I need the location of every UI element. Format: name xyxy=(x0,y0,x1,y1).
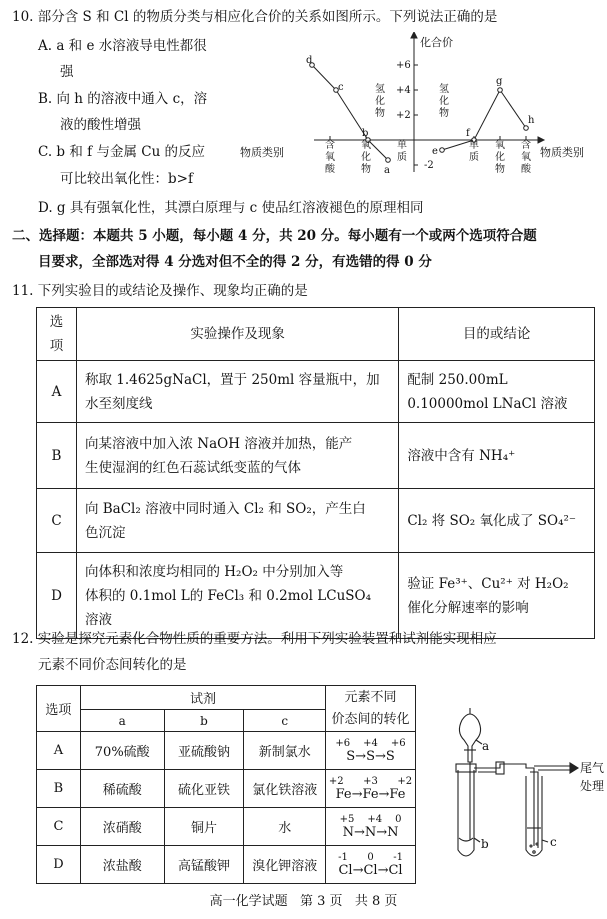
q11-row-b-option: B xyxy=(37,423,77,489)
y-tick-2: +2 xyxy=(396,110,411,121)
q11-row-d-option: D xyxy=(37,553,77,639)
q10-option-c-line1: C. b 和 f 与金属 Cu 的反应 xyxy=(38,144,206,160)
q12-row-a-conversion: +6 +4 +6 S→S→S xyxy=(326,732,416,770)
q12-stem-line1: 12. 实验是探究元素化合物性质的重要方法。利用下列实验装置和试剂能实现相应 xyxy=(12,631,497,647)
q12-stem-line2: 元素不同价态间转化的是 xyxy=(38,657,187,673)
section2-heading-line1: 二、选择题：本题共 5 小题，每小题 4 分，共 20 分。每小题有一个或两个选项符合题 xyxy=(12,228,537,244)
x-label-left: 物质类别 xyxy=(240,146,284,159)
q12-row-a-reagent-b: 亚硫酸钠 xyxy=(164,732,244,770)
point-label-c: c xyxy=(338,82,344,93)
q10-stem: 10. 部分含 S 和 Cl 的物质分类与相应化合价的关系如图所示。下列说法正确的是 xyxy=(12,9,498,25)
q12-row-d-reagent-b: 高锰酸钾 xyxy=(164,846,244,884)
section2-heading-line2: 目要求，全部选对得 4 分选对但不全的得 2 分，有选错的得 0 分 xyxy=(38,254,432,270)
apparatus-diagram xyxy=(430,700,605,880)
q10-option-d: D. g 具有强氧化性，其漂白原理与 c 使品红溶液褪色的原理相同 xyxy=(38,200,424,216)
q11-row-a-operation: 称取 1.4625gNaCl，置于 250ml 容量瓶中，加 水至刻度线 xyxy=(76,361,398,423)
point-label-e: e xyxy=(432,146,438,157)
test-tube-b xyxy=(458,770,474,856)
table-row xyxy=(37,423,595,489)
point-g xyxy=(498,88,503,93)
category-right-2: 单质 xyxy=(469,140,479,163)
exhaust-label-line2: 处理 xyxy=(580,779,605,793)
table-row xyxy=(37,846,416,884)
q12-row-b-reagent-a: 稀硫酸 xyxy=(80,770,164,808)
q11-row-c-operation: 向 BaCl₂ 溶液中同时通入 Cl₂ 和 SO₂，产生白 色沉淀 xyxy=(76,489,398,553)
q12-row-d-conversion: -1 0 -1 Cl→Cl→Cl xyxy=(326,846,416,884)
q10-option-b-line2: 液的酸性增强 xyxy=(60,117,141,133)
table-row xyxy=(37,770,416,808)
point-e xyxy=(440,148,445,153)
separatory-funnel xyxy=(459,708,480,762)
q10-option-b-line1: B. 向 h 的溶液中通入 c，溶 xyxy=(38,91,208,107)
q12-row-b-option: B xyxy=(37,770,81,808)
q12-row-a-option: A xyxy=(37,732,81,770)
q12-row-b-reagent-b: 硫化亚铁 xyxy=(164,770,244,808)
q12-row-a-reagent-a: 70%硫酸 xyxy=(80,732,164,770)
apparatus-label-c: c xyxy=(550,835,557,849)
q12-row-b-reagent-c: 氯化铁溶液 xyxy=(244,770,326,808)
category-left-1: 含氧酸 xyxy=(325,140,335,175)
point-h xyxy=(524,126,529,131)
q11-row-c-option: C xyxy=(37,489,77,553)
y-tick-6: +6 xyxy=(396,60,411,71)
table-row xyxy=(37,361,595,423)
x-label-right: 物质类别 xyxy=(540,146,584,159)
category-right-1: 氢化物 xyxy=(439,84,449,119)
table-row xyxy=(37,732,416,770)
q11-table xyxy=(36,307,595,639)
q11-header-option: 选项 xyxy=(37,308,77,361)
apparatus-label-b: b xyxy=(481,837,489,851)
q10-option-a-line1: A. a 和 e 水溶液导电性都很 xyxy=(38,38,207,54)
q12-row-c-reagent-c: 水 xyxy=(244,808,326,846)
point-label-d: d xyxy=(306,55,313,66)
category-right-3: 氧化物 xyxy=(495,140,505,175)
exhaust-label-line1: 尾气 xyxy=(580,761,605,775)
table-row xyxy=(37,489,595,553)
q12-row-d-reagent-a: 浓盐酸 xyxy=(80,846,164,884)
category-left-2: 氧化物 xyxy=(361,140,371,175)
q12-row-c-option: C xyxy=(37,808,81,846)
q12-row-d-reagent-c: 溴化钾溶液 xyxy=(244,846,326,884)
point-a xyxy=(386,158,391,163)
q11-row-d-conclusion: 验证 Fe³⁺、Cu²⁺ 对 H₂O₂ 催化分解速率的影响 xyxy=(399,553,595,639)
category-left-4: 氢化物 xyxy=(375,84,385,119)
q12-row-d-option: D xyxy=(37,846,81,884)
delivery-tube xyxy=(474,764,538,848)
q11-header-operation: 实验操作及现象 xyxy=(76,308,398,361)
q12-row-c-reagent-a: 浓硝酸 xyxy=(80,808,164,846)
q12-sub-a: a xyxy=(80,710,164,732)
q10-option-c-line2: 可比较出氧化性：b>f xyxy=(60,171,193,187)
y-tick-4: +4 xyxy=(396,85,411,96)
q11-row-d-operation: 向体积和浓度均相同的 H₂O₂ 中分别加入等 体积的 0.1mol L的 FeCl₃ 和 0.2mol LCuSO₄ 溶液 xyxy=(76,553,398,639)
y-tick-neg2: -2 xyxy=(424,160,434,171)
q12-row-c-conversion: +5 +4 0 N→N→N xyxy=(326,808,416,846)
q12-row-a-reagent-c: 新制氯水 xyxy=(244,732,326,770)
q11-header-conclusion: 目的或结论 xyxy=(399,308,595,361)
table-row xyxy=(37,808,416,846)
q11-row-c-conclusion: Cl₂ 将 SO₂ 氧化成了 SO₄²⁻ xyxy=(399,489,595,553)
q12-header-option: 选项 xyxy=(37,686,81,732)
point-label-h: h xyxy=(528,115,535,126)
point-label-a: a xyxy=(384,165,390,176)
q11-row-a-conclusion: 配制 250.00mL 0.10000mol LNaCl 溶液 xyxy=(399,361,595,423)
valence-chart xyxy=(232,32,604,192)
q12-sub-c: c xyxy=(244,710,326,732)
y-axis-arrow xyxy=(411,32,417,38)
point-label-f: f xyxy=(466,128,470,139)
y-axis-label: 化合价 xyxy=(420,36,453,49)
q11-row-b-conclusion: 溶液中含有 NH₄⁺ xyxy=(399,423,595,489)
series-right xyxy=(442,90,526,150)
category-left-3: 单质 xyxy=(397,140,407,163)
exhaust-arrow xyxy=(570,763,578,773)
q12-header-conversion: 元素不同 价态间的转化 xyxy=(326,686,416,732)
apparatus-label-a: a xyxy=(482,739,490,753)
q11-row-a-option: A xyxy=(37,361,77,423)
x-axis-arrow xyxy=(538,137,544,143)
q12-row-c-reagent-b: 铜片 xyxy=(164,808,244,846)
point-label-b: b xyxy=(362,128,369,139)
q12-row-b-conversion: +2 +3 +2 Fe→Fe→Fe xyxy=(326,770,416,808)
q11-stem: 11. 下列实验目的或结论及操作、现象均正确的是 xyxy=(12,283,308,299)
q11-row-b-operation: 向某溶液中加入浓 NaOH 溶液并加热，能产 生使湿润的红色石蕊试纸变蓝的气体 xyxy=(76,423,398,489)
point-label-g: g xyxy=(496,76,503,87)
category-right-4: 含氧酸 xyxy=(521,140,531,175)
table-row xyxy=(37,553,595,639)
q12-header-reagent: 试剂 xyxy=(80,686,325,710)
q12-table xyxy=(36,685,416,884)
page-footer: 高一化学试题 第 3 页 共 8 页 xyxy=(209,894,398,909)
q10-option-a-line2: 强 xyxy=(60,64,74,80)
q12-sub-b: b xyxy=(164,710,244,732)
